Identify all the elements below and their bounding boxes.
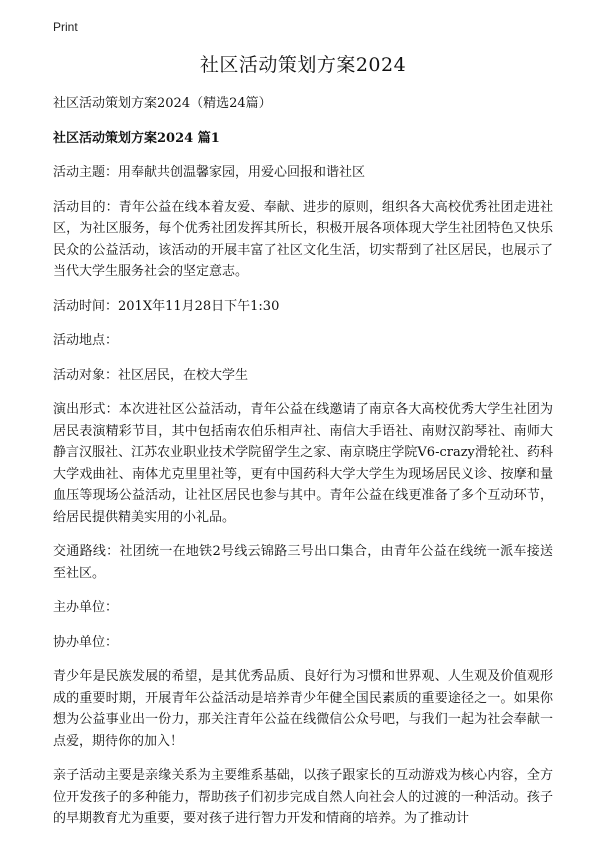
paragraph-parent-child: 亲子活动主要是亲缘关系为主要维系基础，以孩子跟家长的互动游戏为核心内容，全方位开发孩子的多种能力，帮助孩子们初步完成自然人向社会人的过渡的一种活动。孩子的早期教育尤为重要，要对孩子进行智力开发和情商的培养。为了推动计 bbox=[53, 768, 553, 826]
page-title: 社区活动策划方案2024 bbox=[199, 54, 407, 76]
paragraph-audience: 活动对象：社区居民，在校大学生 bbox=[53, 367, 249, 383]
print-link[interactable]: Print bbox=[53, 20, 78, 34]
paragraph-youth: 青少年是民族发展的希望，是其优秀品质、良好行为习惯和世界观、人生观及价值观形成的重要时期，开展青年公益活动是培养青少年健全国民素质的重要途径之一。如果你想为公益事业出一份力，那关注青年公益在线微信公众号吧，与我们一起为社会奉献一点爱，期待你的加入！ bbox=[53, 669, 553, 749]
paragraph-transport: 交通路线：社团统一在地铁2号线云锦路三号出口集合，由青年公益在线统一派车接送至社区。 bbox=[53, 544, 553, 581]
paragraph-co-organizer: 协办单位： bbox=[53, 634, 119, 650]
paragraph-purpose: 活动目的：青年公益在线本着友爱、奉献、进步的原则，组织各大高校优秀社团走进社区，为社区服务，每个优秀社团发挥其所长，积极开展各项体现大学生社团特色又快乐民众的公益活动，该活动的开展丰富了社区文化生活，切实帮到了社区居民，也展示了当代大学生服务社会的坚定意志。 bbox=[53, 199, 553, 279]
paragraph-performance: 演出形式：本次进社区公益活动，青年公益在线邀请了南京各大高校优秀大学生社团为居民表演精彩节目，其中包括南农伯乐相声社、南信大手语社、南财汉韵琴社、南师大静言汉服社、江苏农业职业技术学院留学生之家、南京晓庄学院V6-crazy滑轮社、药科大学戏曲社、南体尤克里里社等，更有中国药科大学大学生为现场居民义诊、按摩和量血压等现场公益活动，让社区居民也参与其中。青年公益在线更准备了多个互动环节，给居民提供精美实用的小礼品。 bbox=[53, 402, 553, 525]
paragraph-location: 活动地点： bbox=[53, 333, 119, 348]
section-heading: 社区活动策划方案2024 篇1 bbox=[53, 130, 220, 146]
paragraph-time: 活动时间：201X年11月28日下午1:30 bbox=[53, 298, 280, 314]
paragraph-theme: 活动主题：用奉献共创温馨家园，用爱心回报和谐社区 bbox=[53, 165, 366, 180]
paragraph-organizer: 主办单位： bbox=[53, 600, 119, 615]
document-subtitle: 社区活动策划方案2024（精选24篇） bbox=[53, 96, 272, 111]
document-body bbox=[53, 50, 553, 843]
